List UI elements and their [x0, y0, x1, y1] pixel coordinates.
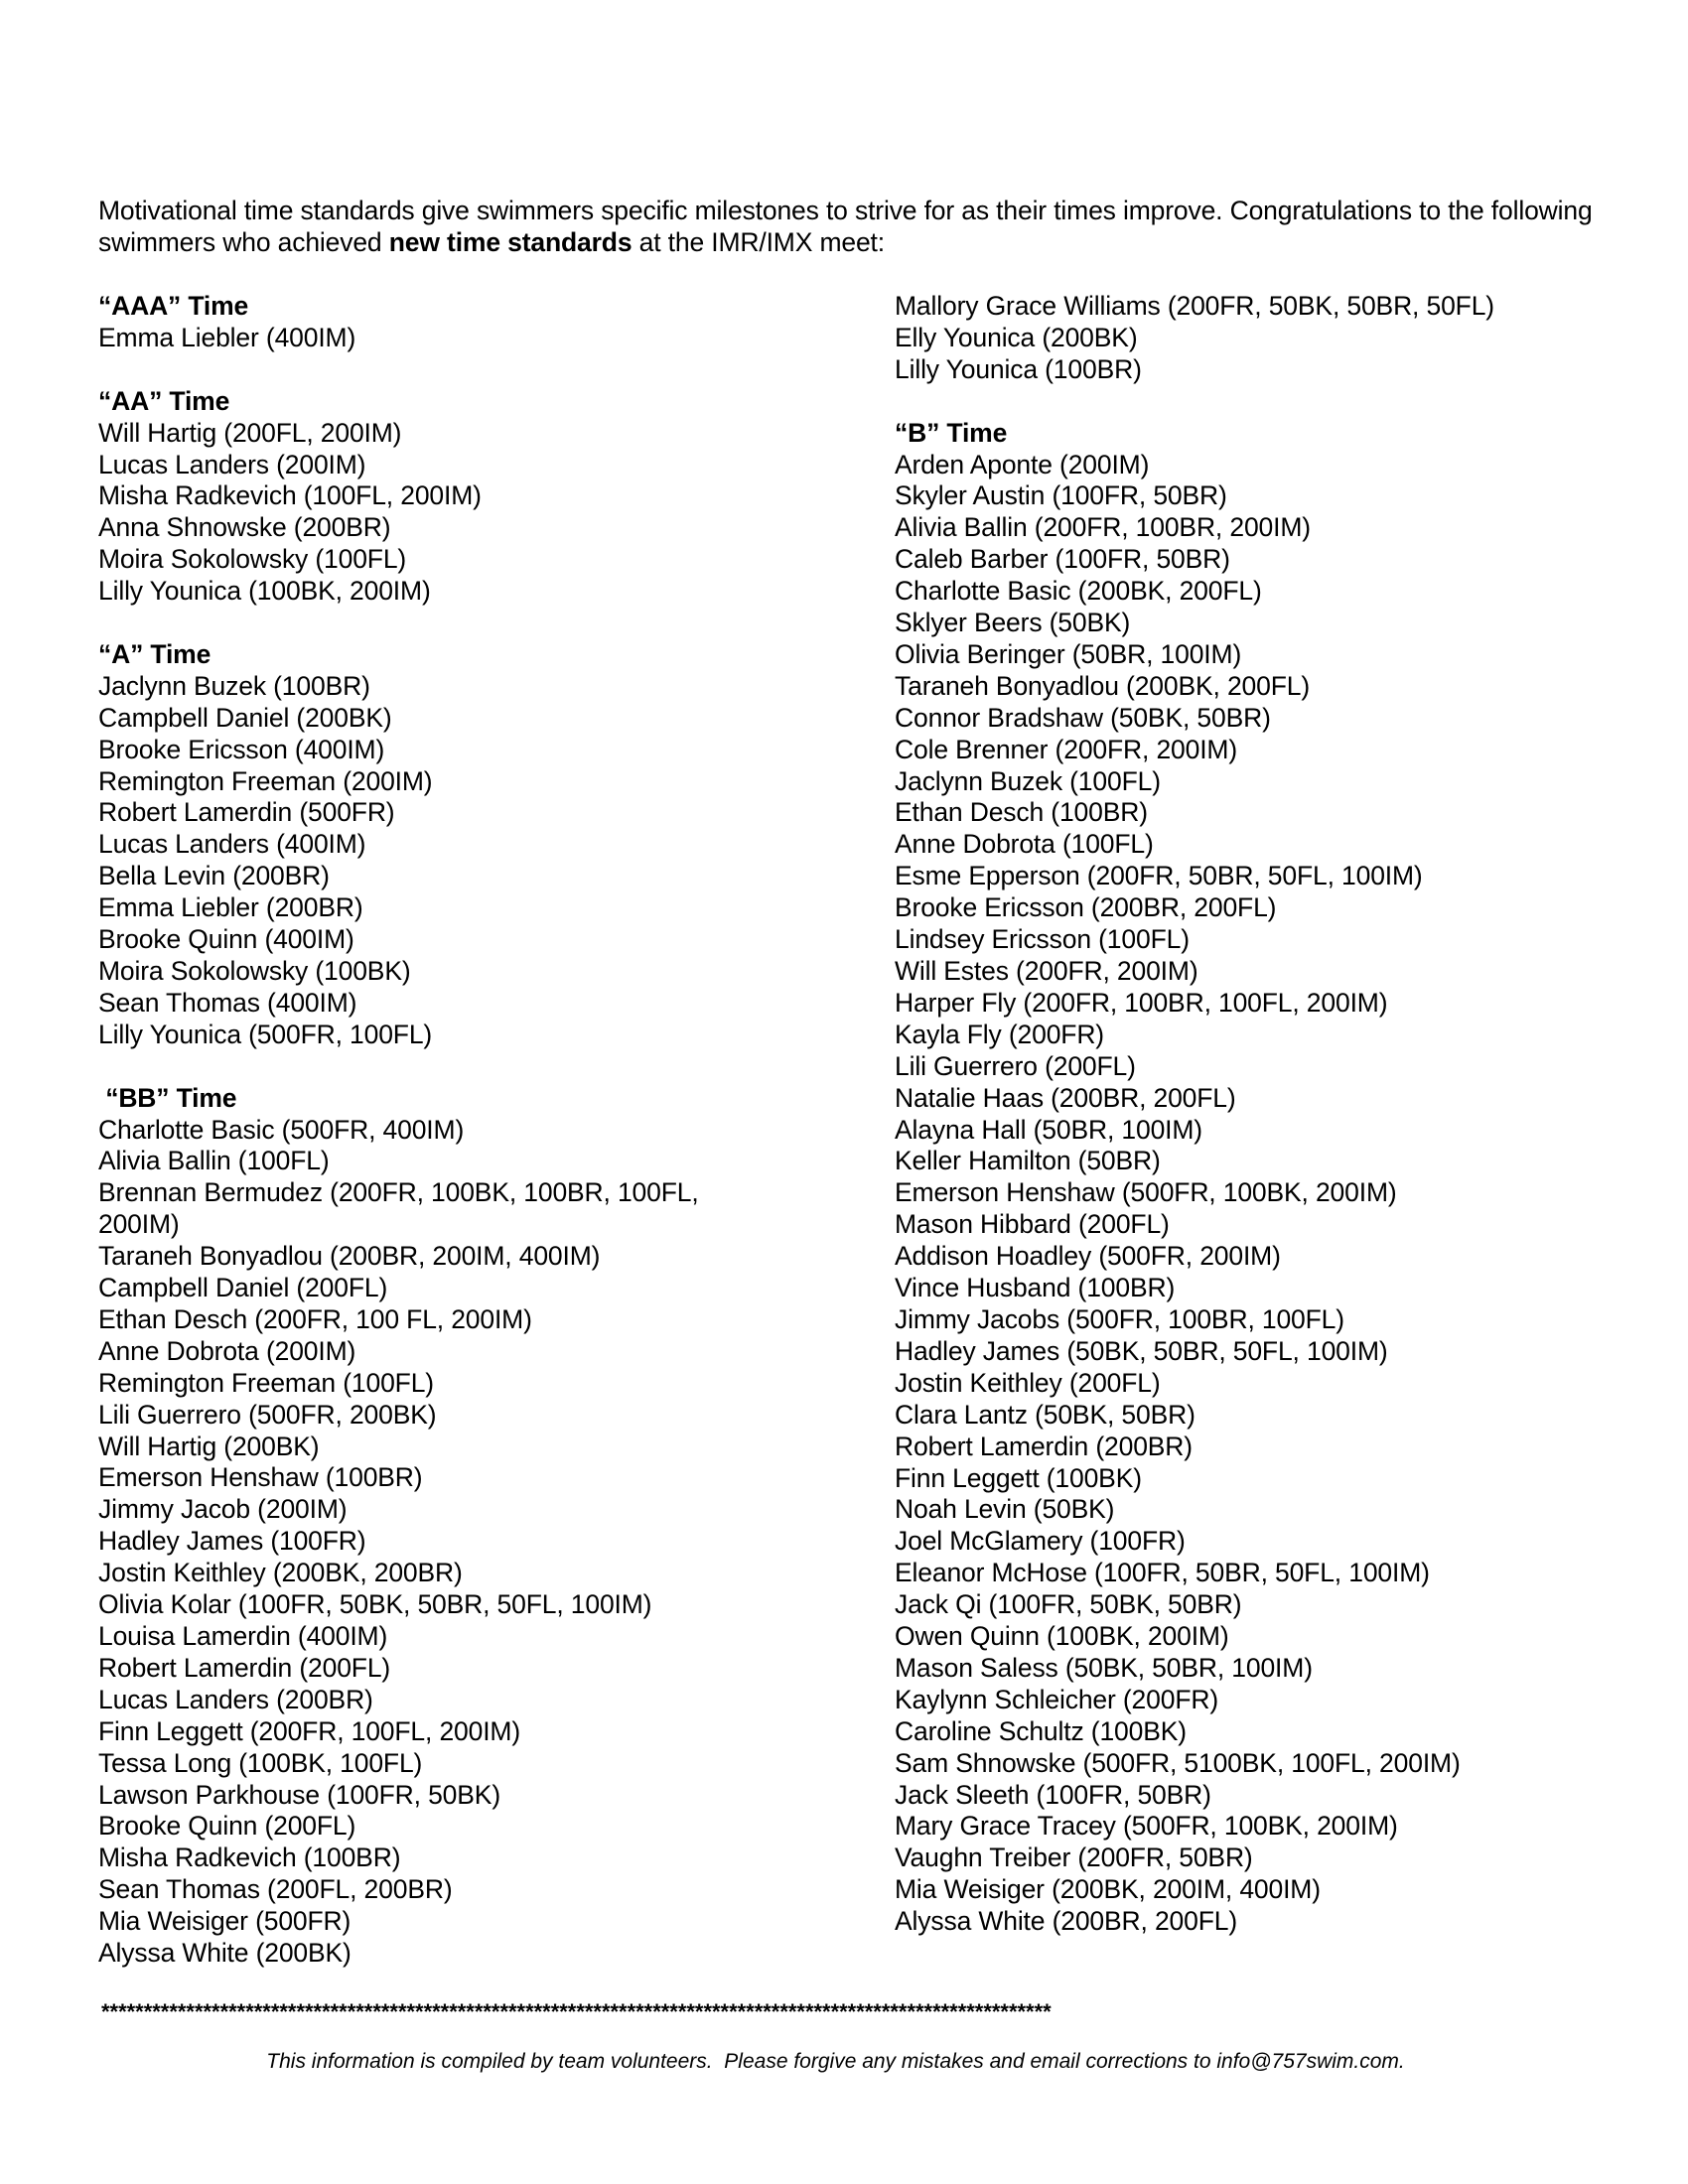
- swimmer-entry: Vaughn Treiber (200FR, 50BR): [895, 1843, 1253, 1873]
- swimmer-entry: Alivia Ballin (100FL): [98, 1146, 330, 1176]
- entry-list: [98, 1115, 754, 1970]
- swimmer-entry: Arden Aponte (200IM): [895, 449, 1150, 479]
- swimmer-entry: Addison Hoadley (500FR, 200IM): [895, 1241, 1281, 1272]
- swimmer-entry: Elly Younica (200BK): [895, 322, 1138, 352]
- swimmer-entry: Lilly Younica (500FR, 100FL): [98, 1019, 433, 1049]
- swimmer-entry: Lucas Landers (200BR): [98, 1684, 373, 1714]
- swimmer-entry: Lili Guerrero (200FL): [895, 1050, 1136, 1081]
- entry-list: [98, 671, 813, 1051]
- swimmer-entry: Taraneh Bonyadlou (200BR, 200IM, 400IM): [98, 1241, 601, 1272]
- section-heading: “B” Time: [895, 417, 1008, 448]
- swimmer-entry: Olivia Beringer (50BR, 100IM): [895, 638, 1242, 669]
- right-column: [895, 291, 1610, 1970]
- swimmer-entry: Finn Leggett (200FR, 100FL, 200IM): [98, 1715, 521, 1746]
- swimmer-entry: Misha Radkevich (100FL, 200IM): [98, 480, 482, 511]
- entry-list: [98, 418, 813, 608]
- swimmer-entry: Olivia Kolar (100FR, 50BK, 50BR, 50FL, 100IM): [98, 1589, 652, 1620]
- intro-text-end: at the IMR/IMX meet:: [632, 226, 885, 257]
- swimmer-entry: Caroline Schultz (100BK): [895, 1715, 1187, 1746]
- swimmer-entry: Jimmy Jacob (200IM): [98, 1494, 348, 1525]
- swimmer-entry: Jostin Keithley (200BK, 200BR): [98, 1558, 463, 1588]
- swimmer-entry: Kayla Fly (200FR): [895, 1019, 1104, 1049]
- swimmer-entry: Emerson Henshaw (100BR): [98, 1462, 423, 1493]
- swimmer-entry: Connor Bradshaw (50BK, 50BR): [895, 702, 1271, 733]
- section-aaa-time: [98, 291, 813, 354]
- swimmer-entry: Ethan Desch (100BR): [895, 797, 1148, 828]
- section-heading: “BB” Time: [98, 1082, 237, 1113]
- swimmer-entry: Vince Husband (100BR): [895, 1273, 1176, 1303]
- swimmer-entry: Jaclynn Buzek (100FL): [895, 765, 1161, 796]
- swimmer-entry: Robert Lamerdin (200BR): [895, 1431, 1193, 1461]
- swimmer-entry: Mallory Grace Williams (200FR, 50BK, 50BR, 50FL): [895, 291, 1494, 321]
- swimmer-entry: Eleanor McHose (100FR, 50BR, 50FL, 100IM): [895, 1558, 1430, 1588]
- swimmer-entry: Mia Weisiger (200BK, 200IM, 400IM): [895, 1874, 1321, 1905]
- swimmer-entry: Sam Shnowske (500FR, 5100BK, 100FL, 200IM): [895, 1747, 1461, 1778]
- swimmer-entry: Kaylynn Schleicher (200FR): [895, 1684, 1219, 1714]
- section-heading: “AA” Time: [98, 385, 230, 416]
- intro-paragraph: [98, 196, 1598, 259]
- section-b-time: [895, 418, 1610, 1939]
- swimmer-entry: Brooke Ericsson (400IM): [98, 734, 385, 764]
- swimmer-entry: Will Estes (200FR, 200IM): [895, 956, 1198, 987]
- swimmer-entry: Lawson Parkhouse (100FR, 50BK): [98, 1779, 500, 1810]
- section-heading: “A” Time: [98, 638, 211, 669]
- swimmer-entry: Alivia Ballin (200FR, 100BR, 200IM): [895, 512, 1311, 543]
- swimmer-entry: Lilly Younica (100BR): [895, 353, 1142, 384]
- swimmer-entry: Moira Sokolowsky (100BK): [98, 956, 411, 986]
- swimmer-entry: Sean Thomas (400IM): [98, 987, 357, 1018]
- swimmer-entry: Alyssa White (200BR, 200FL): [895, 1906, 1238, 1937]
- swimmer-entry: Harper Fly (200FR, 100BR, 100FL, 200IM): [895, 987, 1388, 1018]
- swimmer-entry: Louisa Lamerdin (400IM): [98, 1621, 388, 1652]
- swimmer-entry: Skyler Austin (100FR, 50BR): [895, 480, 1227, 511]
- entry-list: [895, 291, 1610, 386]
- swimmer-entry: Finn Leggett (100BK): [895, 1462, 1142, 1493]
- asterisk-separator: ****************************************************************************************************************: [101, 1999, 1052, 2024]
- left-column: [98, 291, 813, 2001]
- swimmer-entry: Lucas Landers (200IM): [98, 449, 366, 479]
- swimmer-entry: Alyssa White (200BK): [98, 1938, 352, 1969]
- swimmer-entry: Sklyer Beers (50BK): [895, 608, 1131, 638]
- swimmer-entry: Lili Guerrero (500FR, 200BK): [98, 1399, 437, 1430]
- swimmer-entry: Brooke Quinn (400IM): [98, 924, 354, 955]
- swimmer-entry: Natalie Haas (200BR, 200FL): [895, 1082, 1236, 1113]
- swimmer-entry: Misha Radkevich (100BR): [98, 1843, 401, 1873]
- swimmer-entry: Remington Freeman (200IM): [98, 765, 433, 796]
- swimmer-entry: Jaclynn Buzek (100BR): [98, 670, 370, 701]
- swimmer-entry: Bella Levin (200BR): [98, 861, 330, 891]
- swimmer-entry: Lindsey Ericsson (100FL): [895, 924, 1190, 955]
- swimmer-entry: Taraneh Bonyadlou (200BK, 200FL): [895, 670, 1311, 701]
- swimmer-entry: Ethan Desch (200FR, 100 FL, 200IM): [98, 1303, 532, 1334]
- swimmer-entry: Anna Shnowske (200BR): [98, 512, 391, 543]
- swimmer-entry: Charlotte Basic (500FR, 400IM): [98, 1114, 465, 1145]
- footer-note: This information is compiled by team volunteers. Please forgive any mistakes and email corrections to info@757swim.com.: [266, 2050, 1405, 2073]
- swimmer-entry: Will Hartig (200FL, 200IM): [98, 417, 402, 448]
- section-heading: “AAA” Time: [98, 291, 249, 321]
- swimmer-entry: Caleb Barber (100FR, 50BR): [895, 544, 1230, 575]
- swimmer-entry: Jack Sleeth (100FR, 50BR): [895, 1779, 1211, 1810]
- swimmer-entry: Brooke Ericsson (200BR, 200FL): [895, 892, 1277, 923]
- swimmer-entry: Brooke Quinn (200FL): [98, 1811, 356, 1842]
- swimmer-entry: Campbell Daniel (200FL): [98, 1273, 388, 1303]
- swimmer-entry: Mia Weisiger (500FR): [98, 1906, 352, 1937]
- swimmer-entry: Remington Freeman (100FL): [98, 1367, 434, 1398]
- swimmer-entry: Esme Epperson (200FR, 50BR, 50FL, 100IM): [895, 861, 1423, 891]
- swimmer-entry: Brennan Bermudez (200FR, 100BK, 100BR, 100FL, 200IM): [98, 1177, 699, 1240]
- swimmer-entry: Emma Liebler (400IM): [98, 322, 356, 352]
- swimmer-entry: Emma Liebler (200BR): [98, 892, 363, 923]
- swimmer-entry: Sean Thomas (200FL, 200BR): [98, 1874, 453, 1905]
- swimmer-entry: Joel McGlamery (100FR): [895, 1526, 1186, 1557]
- swimmer-entry: Keller Hamilton (50BR): [895, 1146, 1161, 1176]
- intro-bold-text: new time standards: [388, 226, 633, 257]
- swimmer-entry: Campbell Daniel (200BK): [98, 702, 392, 733]
- swimmer-entry: Noah Levin (50BK): [895, 1494, 1115, 1525]
- swimmer-entry: Robert Lamerdin (200FL): [98, 1652, 391, 1683]
- swimmer-entry: Jack Qi (100FR, 50BK, 50BR): [895, 1589, 1242, 1620]
- swimmer-entry: Mason Hibbard (200FL): [895, 1209, 1170, 1240]
- swimmer-entry: Lucas Landers (400IM): [98, 829, 366, 860]
- swimmer-entry: Hadley James (50BK, 50BR, 50FL, 100IM): [895, 1335, 1388, 1366]
- swimmer-entry: Clara Lantz (50BK, 50BR): [895, 1399, 1196, 1430]
- swimmer-entry: Mary Grace Tracey (500FR, 100BK, 200IM): [895, 1811, 1398, 1842]
- swimmer-entry: Owen Quinn (100BK, 200IM): [895, 1621, 1229, 1652]
- section-bb-time: [98, 1083, 813, 1970]
- swimmer-entry: Anne Dobrota (200IM): [98, 1335, 356, 1366]
- entry-list: [895, 450, 1610, 1939]
- swimmer-entry: Emerson Henshaw (500FR, 100BK, 200IM): [895, 1177, 1397, 1208]
- section-a-time: [98, 639, 813, 1051]
- swimmer-entry: Alayna Hall (50BR, 100IM): [895, 1114, 1202, 1145]
- section-aa-time: [98, 386, 813, 608]
- intro-text: Motivational time standards give swimmers specific milestones to strive for as their times improve. Congratulations to the following swimmers who achieved: [98, 196, 1593, 257]
- entry-list: [98, 323, 813, 354]
- swimmer-entry: Mason Saless (50BK, 50BR, 100IM): [895, 1652, 1313, 1683]
- swimmer-entry: Lilly Younica (100BK, 200IM): [98, 576, 431, 607]
- swimmer-entry: Robert Lamerdin (500FR): [98, 797, 395, 828]
- swimmer-entry: Moira Sokolowsky (100FL): [98, 544, 407, 575]
- swimmer-entry: Hadley James (100FR): [98, 1526, 366, 1557]
- swimmer-entry: Jimmy Jacobs (500FR, 100BR, 100FL): [895, 1303, 1344, 1334]
- swimmer-entry: Charlotte Basic (200BK, 200FL): [895, 576, 1262, 607]
- swimmer-entry: Anne Dobrota (100FL): [895, 829, 1154, 860]
- swimmer-entry: Cole Brenner (200FR, 200IM): [895, 734, 1238, 764]
- swimmer-entry: Tessa Long (100BK, 100FL): [98, 1747, 423, 1778]
- section-bb-time-continued: [895, 291, 1610, 386]
- swimmer-entry: Jostin Keithley (200FL): [895, 1367, 1161, 1398]
- swimmer-entry: Will Hartig (200BK): [98, 1431, 320, 1461]
